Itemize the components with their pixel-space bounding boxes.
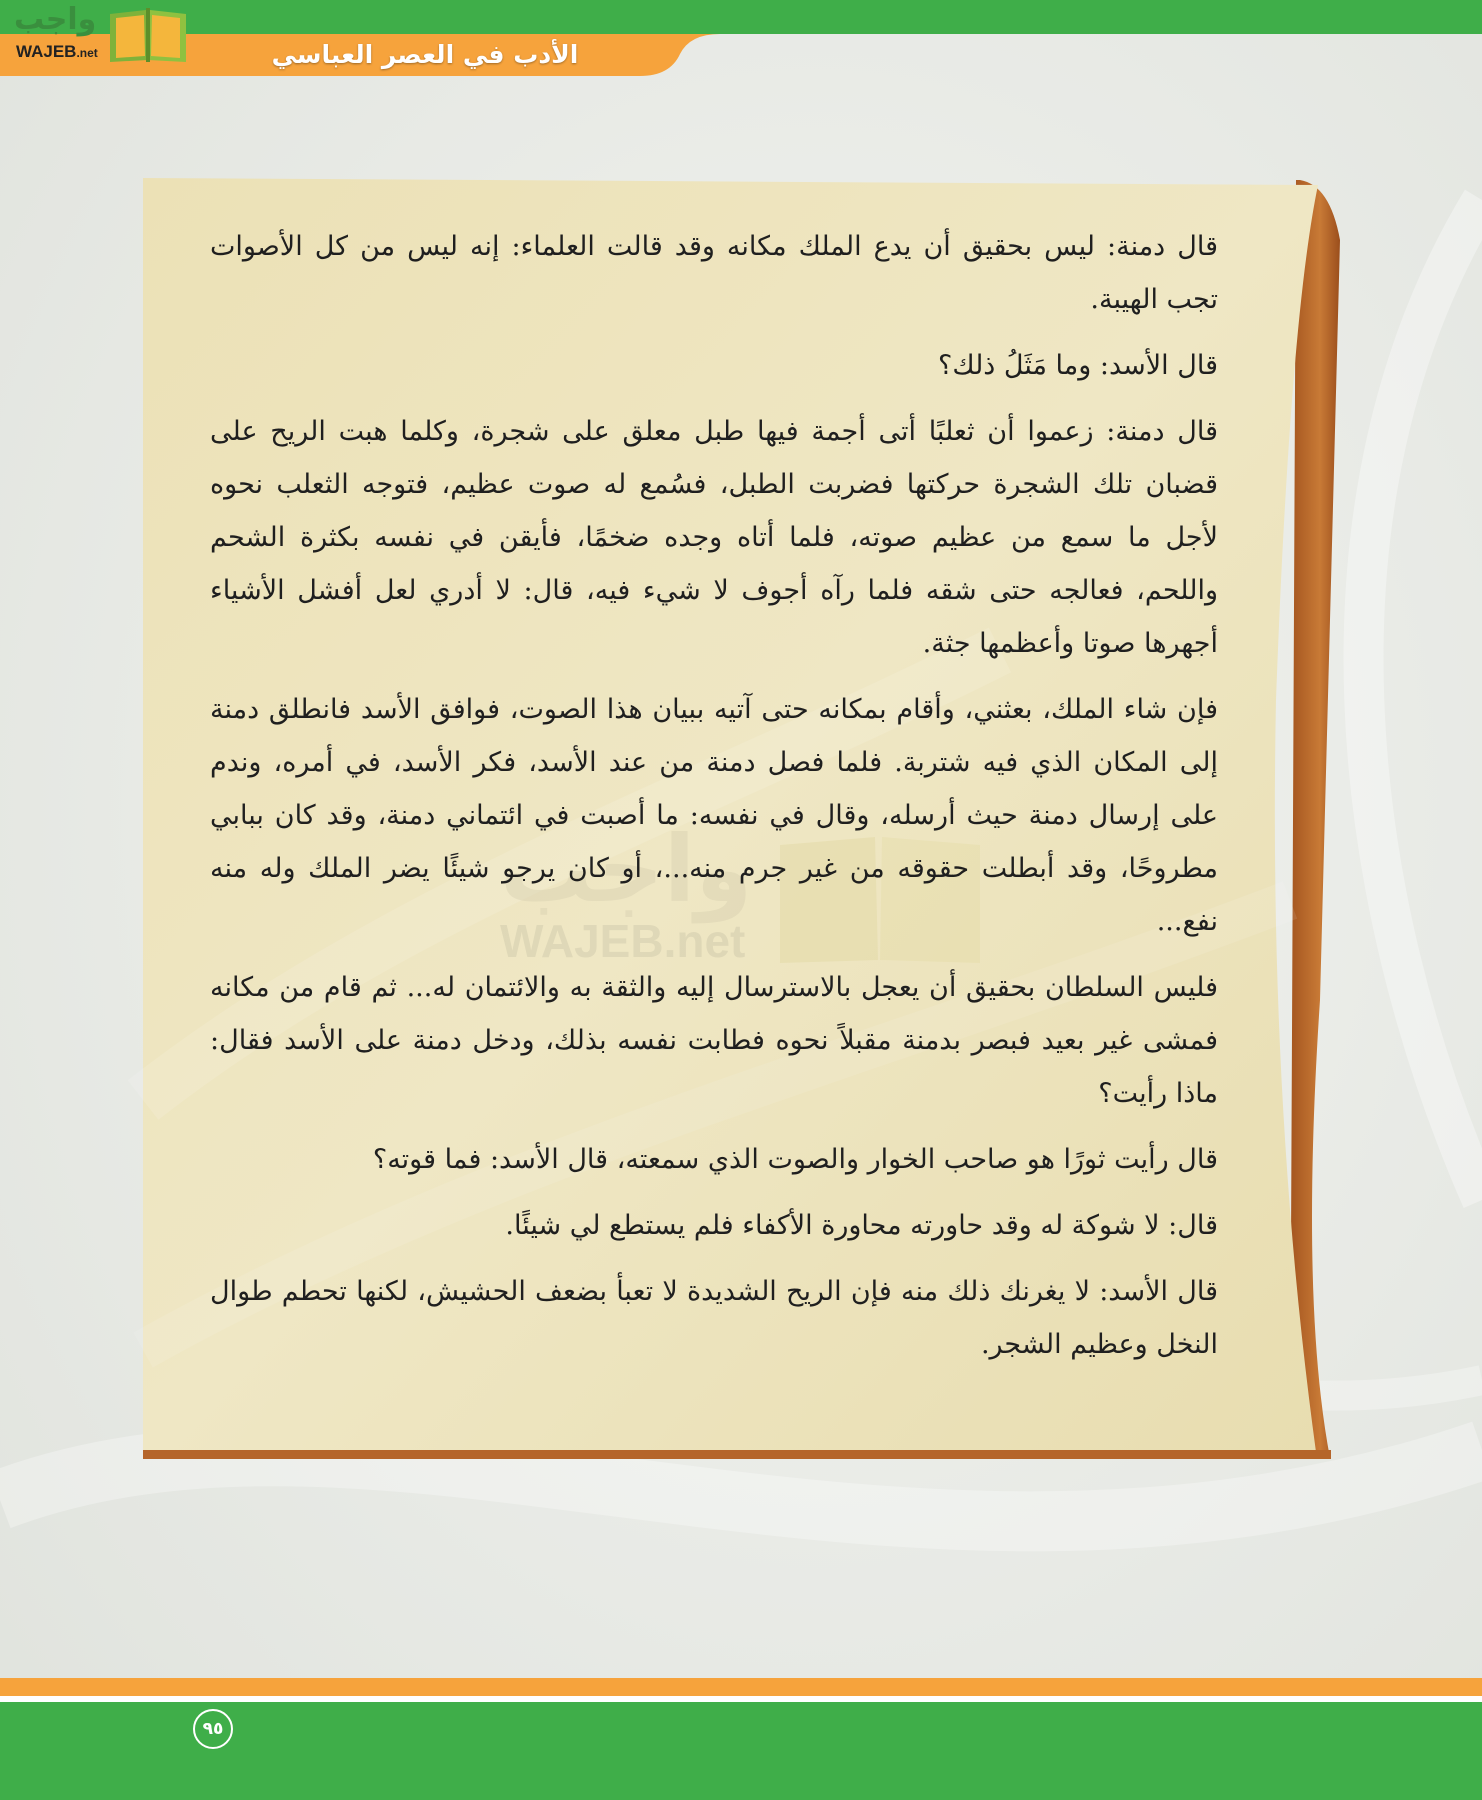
paragraph: قال دمنة: ليس بحقيق أن يدع الملك مكانه وقد قالت العلماء: إنه ليس من كل الأصوات تجب الهيبة. — [210, 231, 1218, 315]
bottom-orange-bar — [0, 1678, 1482, 1696]
logo-english-text: WAJEB.net — [16, 42, 98, 61]
watermark-english: WAJEB.net — [500, 915, 746, 967]
paragraph: قال دمنة: زعموا أن ثعلبًا أتى أجمة فيها طبل معلق على شجرة، وكلما هبت الريح على قضبان تلك الشجرة حركتها فضربت الطبل، فسُمع له صوت عظيم، فتوجه الثعلب نحوه لأجل ما سمع من عظيم صوته، فلما أتاه وجده ضخمًا، فأيقن في نفسه بكثرة الشحم واللحم، فعالجه حتى شقه فلما رآه أجوف لا شيء فيه، قال: لا أدري لعل أفشل الأشياء أجهرها صوتا وأعظمها جثة. — [210, 416, 1218, 659]
paragraph: قال رأيت ثورًا هو صاحب الخوار والصوت الذي سمعته، قال الأسد: فما قوته؟ — [372, 1144, 1218, 1175]
paragraph: فإن شاء الملك، بعثني، وأقام بمكانه حتى آتيه ببيان هذا الصوت، فوافق الأسد فانطلق دمنة إلى المكان الذي فيه شتربة. فلما فصل دمنة من عند الأسد، فكر الأسد، في أمره، وندم على إرسال دمنة حيث أرسله، وقال في نفسه: ما أصبت في ائتماني دمنة، وقد كان ببابي مطروحًا، وقد أبطلت حقوقه من غير جرم منه...، أو كان يرجو شيئًا يضر الملك وله منه نفع... — [210, 694, 1219, 937]
watermark-arabic: واجب — [500, 816, 753, 923]
logo-arabic-text: واجب — [14, 2, 97, 37]
paragraph: قال: لا شوكة له وقد حاورته محاورة الأكفاء فلم يستطع لي شيئًا. — [505, 1210, 1218, 1241]
paragraph: قال الأسد: لا يغرنك ذلك منه فإن الريح الشديدة لا تعبأ بضعف الحشيش، لكنها تحطم طوال النخل وعظيم الشجر. — [210, 1276, 1218, 1360]
chapter-title: الأدب في العصر العباسي — [271, 40, 579, 69]
page-number: ٩٥ — [193, 1709, 233, 1749]
paragraph: قال الأسد: وما مَثَلُ ذلك؟ — [938, 350, 1218, 381]
paragraph: فليس السلطان بحقيق أن يعجل بالاسترسال إليه والثقة به والائتمان له... ثم قام من مكانه فمشى غير بعيد فبصر بدمنة مقبلاً نحوه فطابت نفسه بذلك، ودخل دمنة على الأسد فقال: ماذا رأيت؟ — [210, 972, 1218, 1109]
story-text — [210, 220, 1218, 1384]
